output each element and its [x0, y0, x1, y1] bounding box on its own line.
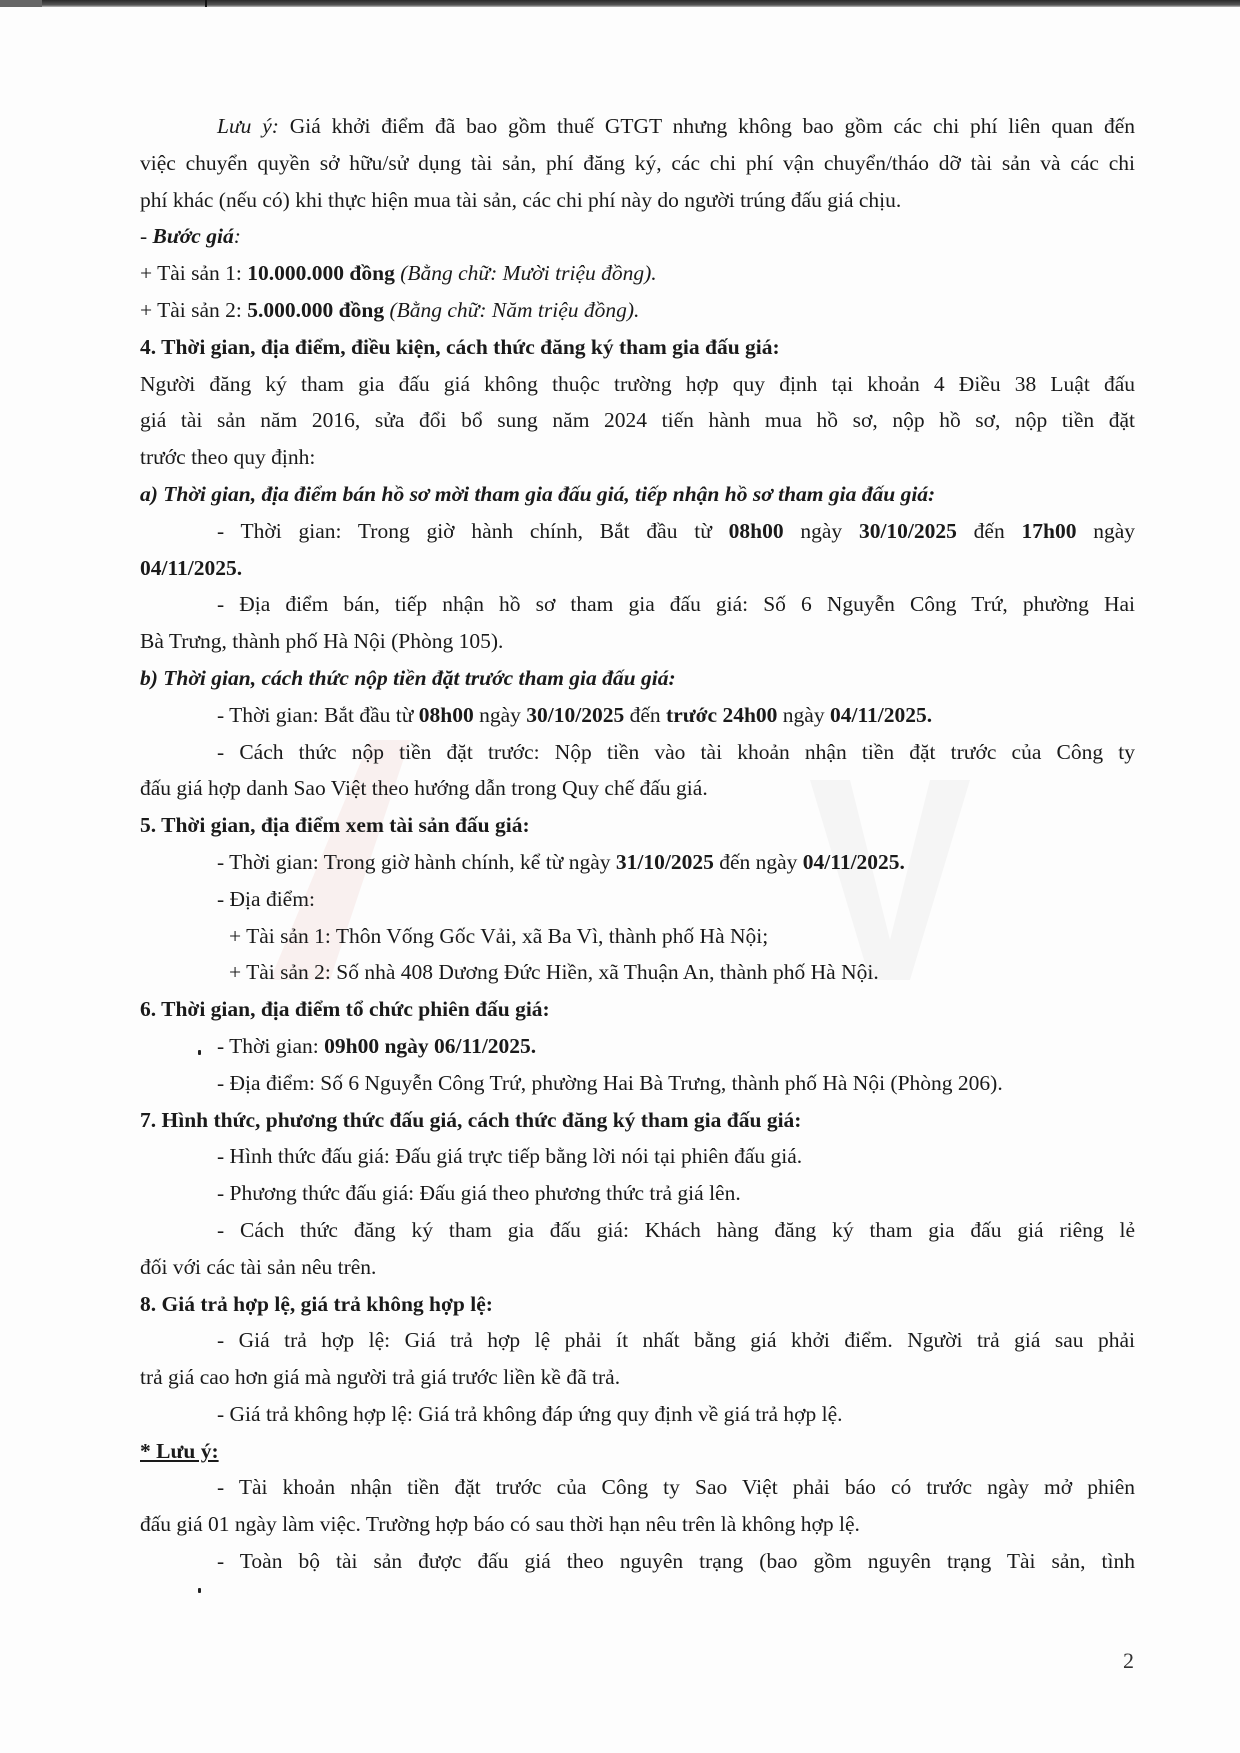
paragraph-line: giá tài sản năm 2016, sửa đổi bổ sung năm 2024 tiến hành mua hồ sơ, nộp hồ sơ, nộp tiền đặt — [140, 408, 1135, 433]
price-step-item — [140, 292, 1135, 329]
place-item: + Tài sản 1: Thôn Vống Gốc Vải, xã Ba Vì, thành phố Hà Nội; — [229, 923, 769, 948]
paragraph-line: - Toàn bộ tài sản được đấu giá theo nguyên trạng (bao gồm nguyên trạng Tài sản, tình — [217, 1549, 1135, 1574]
date-value: 04/11/2025. — [829, 702, 933, 727]
text: + Tài sản 2: — [140, 297, 248, 322]
scan-edge-segment — [0, 0, 42, 7]
document-page — [140, 108, 1135, 1580]
paragraph-line — [140, 513, 1135, 550]
price-step-words: (Bằng chữ: Năm triệu đồng). — [384, 297, 640, 322]
text: ngày — [783, 518, 859, 543]
paragraph-line: đấu giá 01 ngày làm việc. Trường hợp báo có sau thời hạn nêu trên là không hợp lệ. — [140, 1512, 860, 1537]
paragraph-line: - Cách thức nộp tiền đặt trước: Nộp tiền vào tài khoản nhận tiền đặt trước của Công ty — [217, 739, 1135, 764]
text: - Thời gian: Trong giờ hành chính, Bắt đầu từ — [217, 518, 729, 543]
section-heading: 5. Thời gian, địa điểm xem tài sản đấu giá: — [140, 813, 530, 838]
section-heading: 8. Giá trả hợp lệ, giá trả không hợp lệ: — [140, 1291, 493, 1316]
text: đến ngày — [713, 849, 803, 874]
paragraph-line — [140, 1028, 1135, 1065]
date-value: 30/10/2025 — [526, 702, 625, 727]
price-step-label: Bước giá — [152, 224, 234, 249]
paragraph-line: trước theo quy định: — [140, 445, 316, 470]
paragraph-line: - Phương thức đấu giá: Đấu giá theo phương thức trả giá lên. — [217, 1181, 741, 1206]
time-value: trước 24h00 — [666, 702, 778, 727]
note-heading: * Lưu ý: — [140, 1438, 219, 1463]
note-label: Lưu ý: — [217, 114, 279, 138]
note-block — [140, 1433, 1135, 1580]
section-heading: 6. Thời gian, địa điểm tổ chức phiên đấu giá: — [140, 997, 550, 1022]
price-step-amount: 5.000.000 đồng — [247, 297, 385, 322]
paragraph-line: - Tài khoản nhận tiền đặt trước của Công ty Sao Việt phải báo có trước ngày mở phiên — [217, 1475, 1135, 1500]
paragraph-line: đối với các tài sản nêu trên. — [140, 1254, 377, 1279]
section-5 — [140, 807, 1135, 991]
text: + Tài sản 1: — [140, 261, 248, 286]
date-value: 04/11/2025. — [140, 555, 243, 580]
time-value: 08h00 — [728, 518, 784, 543]
date-value: 04/11/2025. — [802, 849, 905, 874]
paragraph-line — [140, 108, 1135, 145]
scan-edge-bar — [0, 0, 1240, 7]
section-7 — [140, 1102, 1135, 1286]
section-8 — [140, 1286, 1135, 1433]
text: ngày — [1076, 518, 1136, 543]
text: - Thời gian: Trong giờ hành chính, kể từ ngày — [217, 849, 616, 874]
place-label: - Địa điểm: — [217, 886, 315, 911]
price-step-item — [140, 255, 1135, 292]
paragraph-line: đấu giá hợp danh Sao Việt theo hướng dẫn trong Quy chế đấu giá. — [140, 776, 708, 801]
section-heading: 4. Thời gian, địa điểm, điều kiện, cách thức đăng ký tham gia đấu giá: — [140, 334, 780, 359]
paragraph-line: phí khác (nếu có) khi thực hiện mua tài sản, các chi phí này do người trúng đấu giá chịu. — [140, 187, 902, 212]
text: Giá khởi điểm đã bao gồm thuế GTGT nhưng không bao gồm các chi phí liên quan đến — [278, 114, 1135, 138]
paragraph-line: - Cách thức đăng ký tham gia đấu giá: Khách hàng đăng ký tham gia đấu giá riêng lẻ — [217, 1217, 1135, 1242]
subsection-heading: b) Thời gian, cách thức nộp tiền đặt trước tham gia đấu giá: — [140, 665, 676, 690]
place-item: + Tài sản 2: Số nhà 408 Dương Đức Hiền, xã Thuận An, thành phố Hà Nội. — [229, 960, 879, 985]
time-value: 17h00 — [1021, 518, 1077, 543]
paragraph-line: - Địa điểm: Số 6 Nguyễn Công Trứ, phường Hai Bà Trưng, thành phố Hà Nội (Phòng 206). — [217, 1070, 1003, 1095]
text: ngày — [777, 702, 830, 727]
price-step-block — [140, 218, 1135, 328]
text: - Thời gian: Bắt đầu từ — [217, 702, 419, 727]
section-heading: 7. Hình thức, phương thức đấu giá, cách thức đăng ký tham gia đấu giá: — [140, 1107, 802, 1132]
date-value: 31/10/2025 — [615, 849, 714, 874]
section-4 — [140, 329, 1135, 807]
price-step-heading — [140, 218, 1135, 255]
text: đến — [624, 702, 667, 727]
paragraph-line: Người đăng ký tham gia đấu giá không thuộc trường hợp quy định tại khoản 4 Điều 38 Luật đấu — [140, 371, 1135, 396]
text: - — [140, 224, 153, 249]
price-step-words: (Bằng chữ: Mười triệu đồng). — [394, 261, 657, 286]
paragraph-line: - Địa điểm bán, tiếp nhận hồ sơ tham gia đấu giá: Số 6 Nguyễn Công Trứ, phường Hai — [217, 592, 1135, 617]
text: : — [233, 224, 241, 249]
price-step-amount: 10.000.000 đồng — [247, 261, 395, 286]
page-number: 2 — [1123, 1648, 1134, 1673]
paragraph-line: - Giá trả không hợp lệ: Giá trả không đáp ứng quy định về giá trả hợp lệ. — [217, 1401, 843, 1426]
paragraph-line — [140, 844, 1135, 881]
subsection-heading: a) Thời gian, địa điểm bán hồ sơ mời tham gia đấu giá, tiếp nhận hồ sơ tham gia đấu giá: — [140, 481, 936, 506]
scan-speck — [198, 1588, 201, 1593]
section-6 — [140, 991, 1135, 1101]
note-intro-paragraph — [140, 108, 1135, 218]
paragraph-line — [140, 697, 1135, 734]
text: ngày — [473, 702, 527, 727]
date-value: 30/10/2025 — [858, 518, 957, 543]
auction-time-value: 09h00 ngày 06/11/2025. — [324, 1033, 537, 1058]
text: - Thời gian: — [217, 1033, 325, 1058]
paragraph-line: - Giá trả hợp lệ: Giá trả hợp lệ phải ít nhất bằng giá khởi điểm. Người trả giá sau phải — [217, 1328, 1135, 1353]
paragraph-line: Bà Trưng, thành phố Hà Nội (Phòng 105). — [140, 629, 504, 654]
time-value: 08h00 — [418, 702, 474, 727]
paragraph-line: - Hình thức đấu giá: Đấu giá trực tiếp bằng lời nói tại phiên đấu giá. — [217, 1144, 803, 1169]
paragraph-line: trả giá cao hơn giá mà người trả giá trước liền kề đã trả. — [140, 1365, 621, 1390]
text: đến — [956, 518, 1022, 543]
scan-edge-segment — [205, 0, 207, 7]
paragraph-line: việc chuyển quyền sở hữu/sử dụng tài sản, phí đăng ký, các chi phí vận chuyển/tháo dỡ tài sản và các chi — [140, 150, 1135, 175]
